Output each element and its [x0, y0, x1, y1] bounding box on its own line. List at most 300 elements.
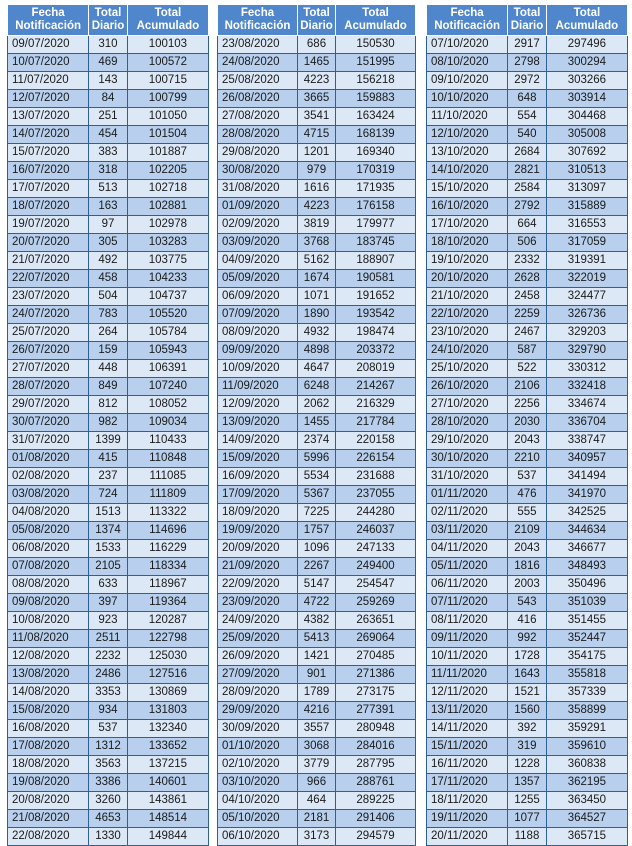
cell-fecha: 15/09/2020 [218, 450, 298, 468]
table-row [8, 666, 209, 684]
cell-fecha: 11/10/2020 [427, 108, 508, 126]
cases-table-3 [426, 4, 628, 846]
table-row [218, 540, 416, 558]
table-row [427, 252, 628, 270]
cell-fecha: 28/10/2020 [427, 414, 508, 432]
cell-total-acumulado: 122798 [127, 630, 208, 648]
cell-total-acumulado: 125030 [127, 648, 208, 666]
cell-total-diario: 537 [89, 720, 128, 738]
table-row [8, 144, 209, 162]
cell-total-acumulado: 100572 [127, 54, 208, 72]
cell-total-diario: 1228 [508, 756, 547, 774]
cell-fecha: 06/11/2020 [427, 576, 508, 594]
cell-fecha: 01/09/2020 [218, 198, 298, 216]
cell-total-diario: 1096 [298, 540, 336, 558]
cell-fecha: 23/09/2020 [218, 594, 298, 612]
cell-fecha: 02/11/2020 [427, 504, 508, 522]
cell-total-diario: 1421 [298, 648, 336, 666]
cell-total-acumulado: 315889 [546, 198, 627, 216]
cell-total-acumulado: 111809 [127, 486, 208, 504]
cell-total-acumulado: 254547 [336, 576, 416, 594]
cell-total-diario: 1465 [298, 54, 336, 72]
cell-total-diario: 84 [89, 90, 128, 108]
table-row [8, 90, 209, 108]
cell-fecha: 12/07/2020 [8, 90, 89, 108]
table-row [218, 90, 416, 108]
cell-total-diario: 416 [508, 612, 547, 630]
table-row [8, 414, 209, 432]
cell-fecha: 29/10/2020 [427, 432, 508, 450]
table-row [427, 360, 628, 378]
cell-total-diario: 143 [89, 72, 128, 90]
table-row [427, 684, 628, 702]
cell-total-diario: 237 [89, 468, 128, 486]
cell-total-diario: 633 [89, 576, 128, 594]
cell-total-acumulado: 340957 [546, 450, 627, 468]
cell-fecha: 17/07/2020 [8, 180, 89, 198]
table-row [427, 162, 628, 180]
cell-total-diario: 982 [89, 414, 128, 432]
cell-total-diario: 1643 [508, 666, 547, 684]
cell-fecha: 22/07/2020 [8, 270, 89, 288]
cell-total-acumulado: 120287 [127, 612, 208, 630]
cell-total-acumulado: 127516 [127, 666, 208, 684]
cell-total-diario: 4653 [89, 810, 128, 828]
cell-fecha: 15/08/2020 [8, 702, 89, 720]
cell-total-diario: 1399 [89, 432, 128, 450]
table-row [218, 252, 416, 270]
cell-total-acumulado: 231688 [336, 468, 416, 486]
table-row [8, 162, 209, 180]
cell-total-diario: 1255 [508, 792, 547, 810]
cell-fecha: 19/09/2020 [218, 522, 298, 540]
table-row [427, 180, 628, 198]
cell-total-acumulado: 214267 [336, 378, 416, 396]
cell-total-diario: 2467 [508, 324, 547, 342]
cell-total-acumulado: 362195 [546, 774, 627, 792]
table-row [8, 594, 209, 612]
cell-fecha: 26/08/2020 [218, 90, 298, 108]
cell-fecha: 07/11/2020 [427, 594, 508, 612]
table-row [8, 126, 209, 144]
cell-fecha: 24/08/2020 [218, 54, 298, 72]
cell-total-diario: 5367 [298, 486, 336, 504]
table-row [8, 306, 209, 324]
table-row [427, 36, 628, 54]
cell-total-diario: 264 [89, 324, 128, 342]
table-row [218, 684, 416, 702]
cell-total-acumulado: 156218 [336, 72, 416, 90]
cell-total-acumulado: 118334 [127, 558, 208, 576]
cell-total-diario: 664 [508, 216, 547, 234]
cell-fecha: 09/11/2020 [427, 630, 508, 648]
cell-fecha: 07/09/2020 [218, 306, 298, 324]
cell-total-acumulado: 149844 [127, 828, 208, 846]
cell-total-diario: 2043 [508, 432, 547, 450]
table-row [427, 216, 628, 234]
table-row [427, 90, 628, 108]
cell-fecha: 01/08/2020 [8, 450, 89, 468]
table-row [8, 702, 209, 720]
cell-total-acumulado: 220158 [336, 432, 416, 450]
cell-total-diario: 506 [508, 234, 547, 252]
table-row [427, 738, 628, 756]
table-row [8, 486, 209, 504]
cell-fecha: 16/09/2020 [218, 468, 298, 486]
table-row [8, 630, 209, 648]
cell-fecha: 30/10/2020 [427, 450, 508, 468]
cell-fecha: 15/11/2020 [427, 738, 508, 756]
cell-total-acumulado: 140601 [127, 774, 208, 792]
cell-total-diario: 587 [508, 342, 547, 360]
cell-total-diario: 923 [89, 612, 128, 630]
cell-total-diario: 901 [298, 666, 336, 684]
table-row [8, 612, 209, 630]
cell-total-diario: 2972 [508, 72, 547, 90]
cell-total-acumulado: 294579 [336, 828, 416, 846]
cell-total-acumulado: 310513 [546, 162, 627, 180]
table-row [427, 342, 628, 360]
cell-total-acumulado: 131803 [127, 702, 208, 720]
cell-fecha: 11/07/2020 [8, 72, 89, 90]
cell-total-diario: 2210 [508, 450, 547, 468]
table-row [8, 504, 209, 522]
cell-total-acumulado: 163424 [336, 108, 416, 126]
table-row [218, 72, 416, 90]
table-row [218, 324, 416, 342]
cell-total-diario: 5534 [298, 468, 336, 486]
cell-total-acumulado: 168139 [336, 126, 416, 144]
cell-total-acumulado: 113322 [127, 504, 208, 522]
cell-total-acumulado: 364527 [546, 810, 627, 828]
table-row [218, 162, 416, 180]
cell-total-diario: 1816 [508, 558, 547, 576]
cell-fecha: 16/07/2020 [8, 162, 89, 180]
table-row [8, 450, 209, 468]
cell-total-diario: 1513 [89, 504, 128, 522]
cell-fecha: 03/09/2020 [218, 234, 298, 252]
table-row [427, 396, 628, 414]
cell-total-acumulado: 171935 [336, 180, 416, 198]
cell-fecha: 01/10/2020 [218, 738, 298, 756]
cell-total-diario: 3819 [298, 216, 336, 234]
cell-total-acumulado: 249400 [336, 558, 416, 576]
cell-fecha: 25/08/2020 [218, 72, 298, 90]
cell-total-acumulado: 216329 [336, 396, 416, 414]
cell-total-diario: 1357 [508, 774, 547, 792]
cell-total-acumulado: 357339 [546, 684, 627, 702]
table-row [218, 54, 416, 72]
table-row [218, 648, 416, 666]
cell-total-diario: 163 [89, 198, 128, 216]
cell-total-acumulado: 246037 [336, 522, 416, 540]
table-row [8, 342, 209, 360]
cell-total-diario: 4223 [298, 72, 336, 90]
cell-total-acumulado: 217784 [336, 414, 416, 432]
table-row [8, 216, 209, 234]
table-row [427, 306, 628, 324]
cell-total-diario: 554 [508, 108, 547, 126]
table-row [8, 540, 209, 558]
cell-total-diario: 1560 [508, 702, 547, 720]
cell-total-diario: 1312 [89, 738, 128, 756]
table-row [218, 144, 416, 162]
cell-fecha: 30/08/2020 [218, 162, 298, 180]
cell-total-acumulado: 305008 [546, 126, 627, 144]
cell-total-diario: 3779 [298, 756, 336, 774]
cell-total-diario: 2105 [89, 558, 128, 576]
cell-total-diario: 7225 [298, 504, 336, 522]
cell-total-diario: 6248 [298, 378, 336, 396]
cell-total-diario: 812 [89, 396, 128, 414]
cell-total-diario: 1201 [298, 144, 336, 162]
cell-total-diario: 415 [89, 450, 128, 468]
cell-fecha: 05/08/2020 [8, 522, 89, 540]
cell-total-diario: 318 [89, 162, 128, 180]
cell-total-acumulado: 102978 [127, 216, 208, 234]
table-row [218, 702, 416, 720]
cell-fecha: 10/07/2020 [8, 54, 89, 72]
cell-total-acumulado: 105520 [127, 306, 208, 324]
cell-fecha: 30/07/2020 [8, 414, 89, 432]
table-row [427, 792, 628, 810]
cell-fecha: 27/08/2020 [218, 108, 298, 126]
cell-fecha: 22/08/2020 [8, 828, 89, 846]
cell-total-acumulado: 103283 [127, 234, 208, 252]
cell-fecha: 31/10/2020 [427, 468, 508, 486]
cell-total-acumulado: 313097 [546, 180, 627, 198]
cell-total-diario: 5413 [298, 630, 336, 648]
cell-total-acumulado: 119364 [127, 594, 208, 612]
table-row [8, 36, 209, 54]
cell-fecha: 17/10/2020 [427, 216, 508, 234]
cell-fecha: 12/09/2020 [218, 396, 298, 414]
cell-fecha: 20/09/2020 [218, 540, 298, 558]
cell-total-diario: 383 [89, 144, 128, 162]
table-row [427, 468, 628, 486]
table-row [427, 234, 628, 252]
cell-fecha: 11/08/2020 [8, 630, 89, 648]
table-row [427, 378, 628, 396]
table-row [218, 720, 416, 738]
table-row [427, 288, 628, 306]
header-fecha-notificacion: Fecha Notificación [427, 5, 508, 36]
cell-total-acumulado: 190581 [336, 270, 416, 288]
cell-total-acumulado: 114696 [127, 522, 208, 540]
table-row [218, 594, 416, 612]
cell-total-diario: 310 [89, 36, 128, 54]
cell-fecha: 18/11/2020 [427, 792, 508, 810]
cell-total-diario: 464 [298, 792, 336, 810]
cell-fecha: 14/09/2020 [218, 432, 298, 450]
cell-fecha: 25/07/2020 [8, 324, 89, 342]
header-row [427, 5, 628, 36]
table-row [8, 198, 209, 216]
cell-fecha: 28/09/2020 [218, 684, 298, 702]
table-row [8, 792, 209, 810]
table-row [427, 576, 628, 594]
cell-total-diario: 2917 [508, 36, 547, 54]
cell-total-acumulado: 132340 [127, 720, 208, 738]
table-row [218, 126, 416, 144]
header-total-diario: Total Diario [298, 5, 336, 36]
table-row [427, 450, 628, 468]
cell-total-acumulado: 284016 [336, 738, 416, 756]
cell-fecha: 28/07/2020 [8, 378, 89, 396]
table-row [8, 378, 209, 396]
cell-total-diario: 492 [89, 252, 128, 270]
cell-total-diario: 397 [89, 594, 128, 612]
table-row [218, 486, 416, 504]
table-row [8, 828, 209, 846]
cell-total-diario: 992 [508, 630, 547, 648]
table-row [8, 108, 209, 126]
table-row [218, 180, 416, 198]
table-row [427, 540, 628, 558]
cell-total-diario: 4382 [298, 612, 336, 630]
cell-total-acumulado: 289225 [336, 792, 416, 810]
cell-fecha: 22/09/2020 [218, 576, 298, 594]
cell-fecha: 15/10/2020 [427, 180, 508, 198]
cell-total-acumulado: 102205 [127, 162, 208, 180]
cell-total-diario: 3557 [298, 720, 336, 738]
cell-total-acumulado: 130869 [127, 684, 208, 702]
table-row [218, 738, 416, 756]
cell-total-acumulado: 111085 [127, 468, 208, 486]
cell-fecha: 22/10/2020 [427, 306, 508, 324]
cell-fecha: 26/07/2020 [8, 342, 89, 360]
cell-fecha: 13/07/2020 [8, 108, 89, 126]
table-row [427, 270, 628, 288]
cell-total-acumulado: 303266 [546, 72, 627, 90]
cell-total-acumulado: 109034 [127, 414, 208, 432]
cell-fecha: 11/09/2020 [218, 378, 298, 396]
cell-total-diario: 2458 [508, 288, 547, 306]
table-row [218, 270, 416, 288]
cell-fecha: 03/10/2020 [218, 774, 298, 792]
cell-total-acumulado: 179977 [336, 216, 416, 234]
cell-total-diario: 979 [298, 162, 336, 180]
cell-total-acumulado: 336704 [546, 414, 627, 432]
cell-fecha: 06/08/2020 [8, 540, 89, 558]
cell-fecha: 06/09/2020 [218, 288, 298, 306]
cell-total-acumulado: 137215 [127, 756, 208, 774]
cell-fecha: 13/08/2020 [8, 666, 89, 684]
cell-fecha: 23/10/2020 [427, 324, 508, 342]
cell-total-diario: 5147 [298, 576, 336, 594]
cell-total-diario: 3563 [89, 756, 128, 774]
cell-total-diario: 2030 [508, 414, 547, 432]
cell-total-acumulado: 188907 [336, 252, 416, 270]
cell-total-diario: 2511 [89, 630, 128, 648]
cell-total-diario: 934 [89, 702, 128, 720]
cell-total-acumulado: 101050 [127, 108, 208, 126]
cell-total-diario: 2232 [89, 648, 128, 666]
table-row [427, 414, 628, 432]
cell-total-diario: 97 [89, 216, 128, 234]
cell-total-acumulado: 100799 [127, 90, 208, 108]
cell-fecha: 08/10/2020 [427, 54, 508, 72]
cell-total-diario: 513 [89, 180, 128, 198]
cell-total-acumulado: 342525 [546, 504, 627, 522]
table-row [218, 342, 416, 360]
cell-fecha: 16/08/2020 [8, 720, 89, 738]
cell-total-diario: 1077 [508, 810, 547, 828]
cell-fecha: 20/10/2020 [427, 270, 508, 288]
cell-total-acumulado: 341970 [546, 486, 627, 504]
cell-total-acumulado: 352447 [546, 630, 627, 648]
table-row [218, 576, 416, 594]
cell-fecha: 23/08/2020 [218, 36, 298, 54]
cell-total-diario: 2374 [298, 432, 336, 450]
cell-fecha: 03/08/2020 [8, 486, 89, 504]
cell-total-acumulado: 101504 [127, 126, 208, 144]
cell-total-diario: 2332 [508, 252, 547, 270]
cell-fecha: 19/11/2020 [427, 810, 508, 828]
cell-total-diario: 4715 [298, 126, 336, 144]
cell-fecha: 29/08/2020 [218, 144, 298, 162]
cell-total-diario: 5996 [298, 450, 336, 468]
cell-total-acumulado: 303914 [546, 90, 627, 108]
cell-total-acumulado: 237055 [336, 486, 416, 504]
table-row [427, 54, 628, 72]
cell-total-diario: 849 [89, 378, 128, 396]
cell-total-acumulado: 307692 [546, 144, 627, 162]
table-row [427, 612, 628, 630]
table-row [218, 414, 416, 432]
table-row [218, 504, 416, 522]
table-row [218, 450, 416, 468]
cell-fecha: 18/09/2020 [218, 504, 298, 522]
cell-total-acumulado: 133652 [127, 738, 208, 756]
cell-total-acumulado: 208019 [336, 360, 416, 378]
cell-total-diario: 319 [508, 738, 547, 756]
table-row [427, 630, 628, 648]
cell-fecha: 05/10/2020 [218, 810, 298, 828]
cell-total-acumulado: 100715 [127, 72, 208, 90]
cell-fecha: 02/08/2020 [8, 468, 89, 486]
cell-total-acumulado: 359291 [546, 720, 627, 738]
cell-total-diario: 2043 [508, 540, 547, 558]
cell-total-acumulado: 159883 [336, 90, 416, 108]
cases-table-2 [217, 4, 416, 846]
cell-total-acumulado: 198474 [336, 324, 416, 342]
cell-total-diario: 3173 [298, 828, 336, 846]
table-row [218, 432, 416, 450]
cell-total-acumulado: 329203 [546, 324, 627, 342]
table-row [218, 288, 416, 306]
cell-fecha: 14/10/2020 [427, 162, 508, 180]
cell-fecha: 11/11/2020 [427, 666, 508, 684]
cell-total-acumulado: 316553 [546, 216, 627, 234]
cell-total-acumulado: 355818 [546, 666, 627, 684]
table-row [427, 666, 628, 684]
cell-total-diario: 648 [508, 90, 547, 108]
cell-total-diario: 1330 [89, 828, 128, 846]
cell-total-diario: 1374 [89, 522, 128, 540]
table-row [218, 234, 416, 252]
cell-fecha: 23/07/2020 [8, 288, 89, 306]
header-row [8, 5, 209, 36]
cell-total-diario: 3665 [298, 90, 336, 108]
table-row [8, 756, 209, 774]
cell-fecha: 14/11/2020 [427, 720, 508, 738]
table-row [8, 72, 209, 90]
cell-total-acumulado: 150530 [336, 36, 416, 54]
cell-total-diario: 1455 [298, 414, 336, 432]
cell-total-diario: 392 [508, 720, 547, 738]
cell-total-diario: 4898 [298, 342, 336, 360]
